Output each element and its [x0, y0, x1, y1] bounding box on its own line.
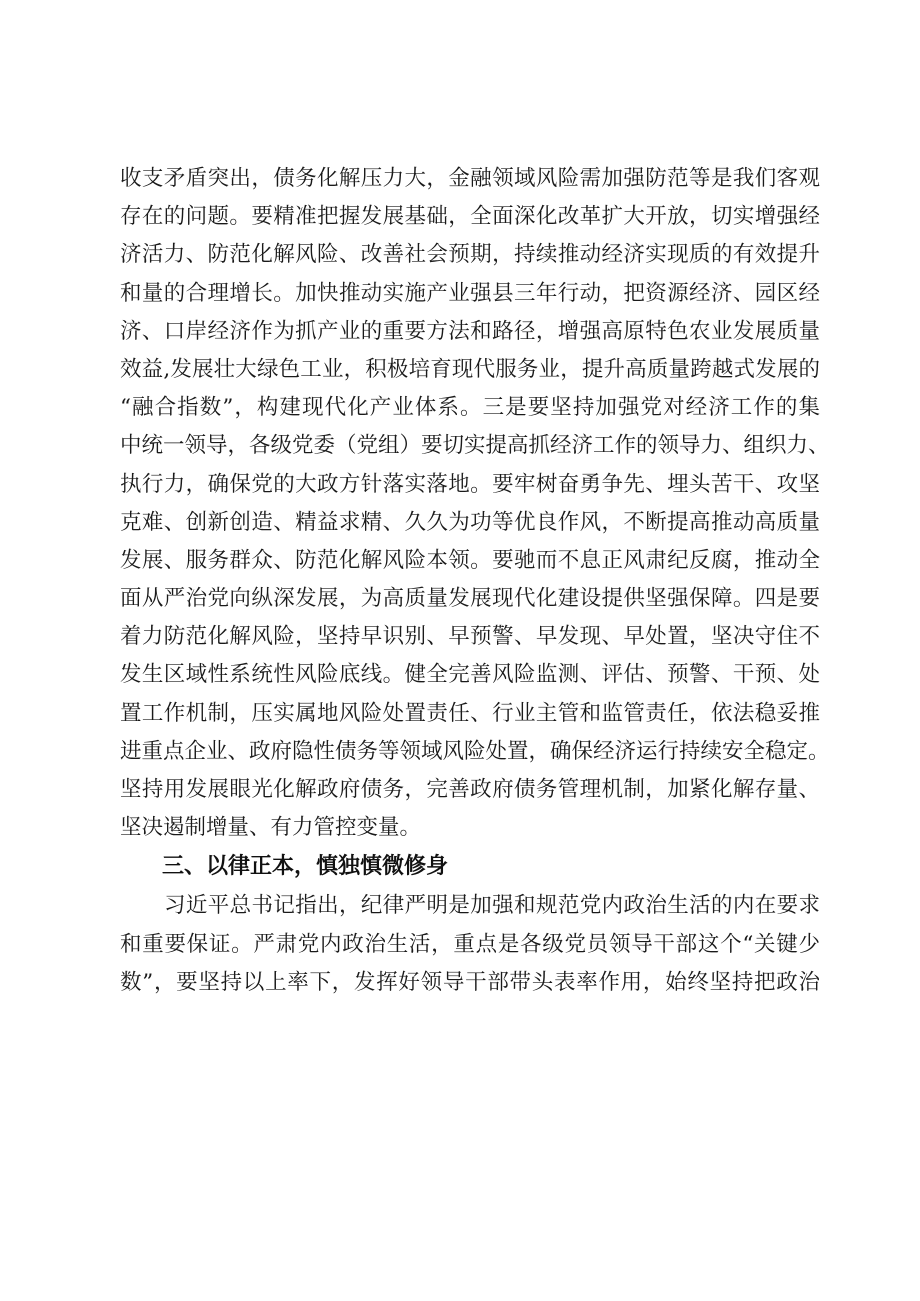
paragraph-line: 收支矛盾突出，债务化解压力大，金融领域风险需加强防范等是我们客观 — [120, 166, 820, 191]
paragraph-line: 着力防范化解风险，坚持早识别、早预警、早发现、早处置，坚决守住不 — [120, 624, 820, 650]
paragraph-line: 济、口岸经济作为抓产业的重要方法和路径，增强高原特色农业发展质量 — [120, 318, 820, 344]
paragraph-line: 坚决遏制增量、有力管控变量。 — [120, 815, 422, 841]
paragraph-line: 执行力，确保党的大政方针落实落地。要牢树奋勇争先、埋头苦干、攻坚 — [120, 471, 820, 497]
paragraph-line: 习近平总书记指出，纪律严明是加强和规范党内政治生活的内在要求 — [164, 893, 820, 919]
body-text — [120, 160, 830, 1002]
section-heading: 三、以律正本，慎独慎微修身 — [162, 854, 449, 880]
paragraph-line: 存在的问题。要精准把握发展基础，全面深化改革扩大开放，切实增强经 — [120, 204, 820, 230]
paragraph-line: 置工作机制，压实属地风险处置责任、行业主管和监管责任，依法稳妥推 — [120, 700, 820, 726]
paragraph-line: 发展、服务群众、防范化解风险本领。要驰而不息正风肃纪反腐，推动全 — [120, 547, 820, 573]
paragraph-line: 进重点企业、政府隐性债务等领域风险处置，确保经济运行持续安全稳定。 — [120, 738, 830, 764]
paragraph-line: 面从严治党向纵深发展，为高质量发展现代化建设提供坚强保障。四是要 — [120, 586, 820, 612]
paragraph-line: 发生区域性系统性风险底线。健全完善风险监测、评估、预警、干预、处 — [120, 662, 820, 688]
paragraph-line: 和量的合理增长。加快推动实施产业强县三年行动，把资源经济、园区经 — [120, 280, 820, 306]
paragraph-line: 坚持用发展眼光化解政府债务，完善政府债务管理机制，加紧化解存量、 — [120, 777, 820, 802]
paragraph-line: 数”，要坚持以上率下，发挥好领导干部带头表率作用，始终坚持把政治 — [120, 969, 820, 995]
paragraph-line: 中统一领导，各级党委（党组）要切实提高抓经济工作的领导力、组织力、 — [120, 433, 830, 459]
paragraph-line: 济活力、防范化解风险、改善社会预期，持续推动经济实现质的有效提升 — [120, 242, 820, 268]
paragraph-line: 克难、创新创造、精益求精、久久为功等优良作风，不断提高推动高质量 — [120, 509, 820, 535]
paragraph-line: 效益,发展壮大绿色工业，积极培育现代服务业，提升高质量跨越式发展的 — [120, 356, 820, 382]
paragraph-line: 和重要保证。严肃党内政治生活，重点是各级党员领导干部这个“关键少 — [120, 931, 820, 957]
paragraph-line: “融合指数”，构建现代化产业体系。三是要坚持加强党对经济工作的集 — [120, 395, 820, 421]
